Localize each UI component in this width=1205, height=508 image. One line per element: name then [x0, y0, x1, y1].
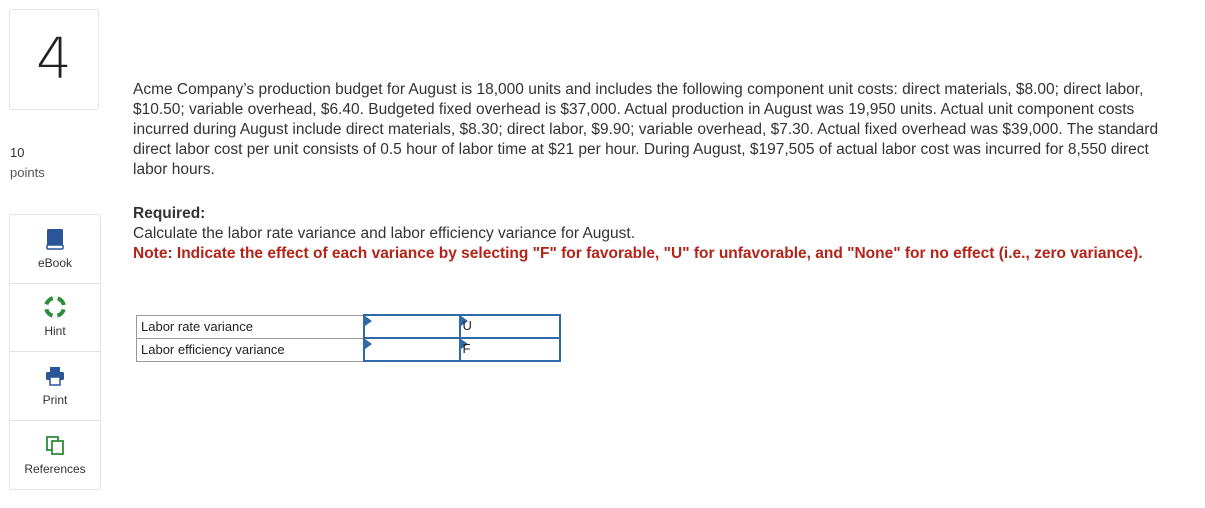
required-note: Note: Indicate the effect of each variance by selecting "F" for favorable, "U" for unfavorable, and "None" for no effect (i.e., zero variance). [133, 245, 1143, 262]
printer-icon [44, 365, 66, 387]
ebook-label: eBook [37, 255, 73, 270]
labor-rate-variance-amount-input[interactable] [365, 316, 459, 337]
table-row [137, 315, 560, 338]
print-button[interactable] [10, 352, 100, 421]
answer-table [136, 314, 561, 362]
book-icon [44, 228, 66, 250]
lifebuoy-icon [44, 296, 66, 318]
amount-cell [364, 315, 460, 338]
ebook-button[interactable] [10, 215, 100, 284]
answer-flag-icon [365, 316, 372, 326]
problem-statement [133, 80, 1183, 180]
hint-button[interactable] [10, 284, 100, 353]
labor-rate-variance-effect-select[interactable]: U [462, 318, 472, 333]
row-label: Labor efficiency variance [137, 338, 364, 361]
problem-text: Acme Company’s production budget for August is 18,000 units and includes the following component unit costs: direct materials, $8.00; direct labor, $10.50; variable overhead, $6.40. Budgeted fixed overhead is $37,000. Actual production in August was 19,950 units. Actual unit component costs incurred during August include direct materials, $8.30; direct labor, $9.90; variable overhead, $7.30. Actual fixed overhead was $39,000. The standard direct labor cost per unit consists of 0.5 hour of labor time at $21 per hour. During August, $197,505 of actual labor cost was incurred for 8,550 direct labor hours. [133, 81, 1159, 178]
required-instruction: Calculate the labor rate variance and labor efficiency variance for August. [133, 225, 636, 242]
references-label: References [24, 461, 86, 476]
required-heading: Required: [133, 205, 206, 222]
amount-cell [364, 338, 460, 361]
effect-cell [460, 315, 560, 338]
references-button[interactable] [10, 421, 100, 490]
points-value: 10 [10, 145, 25, 160]
effect-cell [460, 338, 560, 361]
question-number: 4 [36, 27, 72, 92]
hint-label: Hint [44, 324, 66, 339]
labor-efficiency-variance-effect-select[interactable]: F [462, 341, 471, 356]
print-label: Print [42, 392, 68, 407]
tools-panel [9, 214, 101, 490]
documents-icon [44, 434, 66, 456]
row-label: Labor rate variance [137, 315, 364, 338]
answer-flag-icon [365, 339, 372, 349]
required-section [133, 204, 1183, 264]
table-row [137, 338, 560, 361]
points-label: points [10, 165, 45, 180]
question-number-box [9, 9, 99, 110]
labor-efficiency-variance-amount-input[interactable] [365, 339, 459, 360]
